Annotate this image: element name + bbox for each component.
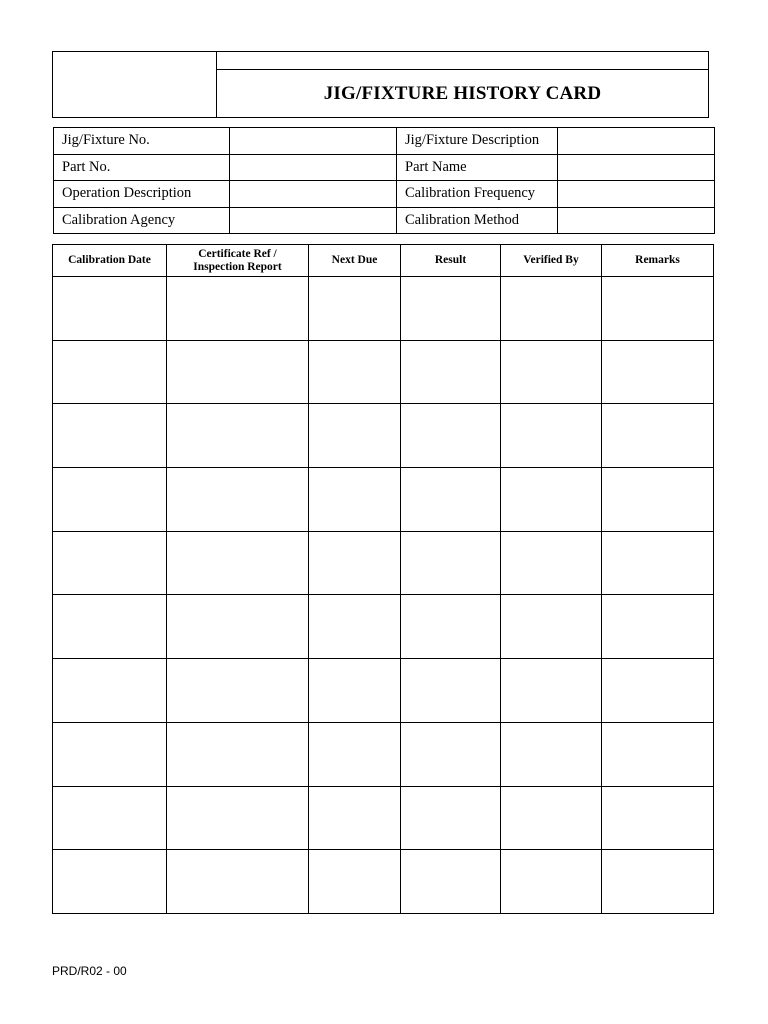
table-cell[interactable]	[309, 277, 401, 341]
table-cell[interactable]	[602, 595, 714, 659]
table-cell[interactable]	[53, 277, 167, 341]
table-cell[interactable]	[309, 404, 401, 468]
form-title: JIG/FIXTURE HISTORY CARD	[323, 82, 602, 104]
info-label: Part Name	[397, 154, 558, 181]
table-cell[interactable]	[401, 277, 501, 341]
info-label: Calibration Method	[397, 207, 558, 234]
table-cell[interactable]	[602, 786, 714, 850]
info-table-body	[54, 128, 715, 234]
column-header-line: Verified By	[523, 254, 579, 266]
form-code: PRD/R02 - 00	[52, 964, 127, 978]
table-cell[interactable]	[602, 659, 714, 723]
info-row	[54, 181, 715, 208]
column-header	[501, 245, 602, 277]
table-cell[interactable]	[401, 595, 501, 659]
table-cell[interactable]	[401, 340, 501, 404]
info-table	[53, 127, 715, 234]
table-cell[interactable]	[401, 659, 501, 723]
table-cell[interactable]	[309, 340, 401, 404]
table-cell[interactable]	[501, 850, 602, 914]
table-cell[interactable]	[501, 468, 602, 532]
table-cell[interactable]	[53, 659, 167, 723]
table-cell[interactable]	[401, 531, 501, 595]
table-cell[interactable]	[167, 340, 309, 404]
calibration-log-body	[53, 277, 714, 914]
table-cell[interactable]	[53, 786, 167, 850]
table-row	[53, 850, 714, 914]
column-header-line: Inspection Report	[193, 260, 282, 273]
table-cell[interactable]	[53, 404, 167, 468]
table-cell[interactable]	[602, 850, 714, 914]
table-cell[interactable]	[309, 786, 401, 850]
table-cell[interactable]	[53, 340, 167, 404]
table-cell[interactable]	[602, 340, 714, 404]
info-label: Calibration Agency	[54, 207, 230, 234]
header-top-strip	[217, 52, 708, 70]
table-cell[interactable]	[309, 531, 401, 595]
table-row	[53, 340, 714, 404]
table-cell[interactable]	[53, 850, 167, 914]
info-label: Jig/Fixture Description	[397, 128, 558, 155]
table-cell[interactable]	[167, 531, 309, 595]
table-cell[interactable]	[401, 468, 501, 532]
table-cell[interactable]	[309, 722, 401, 786]
info-row	[54, 128, 715, 155]
info-row	[54, 154, 715, 181]
info-value-field[interactable]	[558, 154, 715, 181]
table-cell[interactable]	[401, 722, 501, 786]
table-cell[interactable]	[309, 595, 401, 659]
calibration-log-table	[52, 244, 714, 914]
table-cell[interactable]	[501, 659, 602, 723]
table-cell[interactable]	[501, 722, 602, 786]
info-label: Operation Description	[54, 181, 230, 208]
info-label: Part No.	[54, 154, 230, 181]
column-header-line: Result	[434, 254, 467, 266]
table-row	[53, 277, 714, 341]
column-header	[53, 245, 167, 277]
table-cell[interactable]	[53, 531, 167, 595]
table-row	[53, 531, 714, 595]
table-cell[interactable]	[309, 659, 401, 723]
info-value-field[interactable]	[230, 128, 397, 155]
info-value-field[interactable]	[558, 207, 715, 234]
form-header	[52, 51, 709, 118]
column-header-line: Certificate Ref /	[198, 247, 277, 260]
info-value-field[interactable]	[558, 128, 715, 155]
table-row	[53, 404, 714, 468]
table-cell[interactable]	[167, 850, 309, 914]
table-cell[interactable]	[53, 722, 167, 786]
table-cell[interactable]	[167, 404, 309, 468]
column-header-line: Next Due	[331, 254, 378, 266]
info-row	[54, 207, 715, 234]
table-header-row	[53, 245, 714, 277]
table-cell[interactable]	[602, 722, 714, 786]
column-header	[167, 245, 309, 277]
table-cell[interactable]	[167, 595, 309, 659]
table-cell[interactable]	[602, 404, 714, 468]
info-value-field[interactable]	[230, 207, 397, 234]
table-cell[interactable]	[602, 468, 714, 532]
table-cell[interactable]	[167, 277, 309, 341]
table-row	[53, 659, 714, 723]
table-cell[interactable]	[401, 850, 501, 914]
info-label: Calibration Frequency	[397, 181, 558, 208]
table-cell[interactable]	[167, 722, 309, 786]
table-cell[interactable]	[309, 468, 401, 532]
table-cell[interactable]	[167, 468, 309, 532]
table-cell[interactable]	[401, 404, 501, 468]
table-cell[interactable]	[167, 786, 309, 850]
table-cell[interactable]	[501, 595, 602, 659]
column-header	[602, 245, 714, 277]
table-cell[interactable]	[501, 340, 602, 404]
table-cell[interactable]	[501, 277, 602, 341]
table-row	[53, 786, 714, 850]
table-cell[interactable]	[309, 850, 401, 914]
info-value-field[interactable]	[230, 154, 397, 181]
info-value-field[interactable]	[558, 181, 715, 208]
info-label: Jig/Fixture No.	[54, 128, 230, 155]
table-cell[interactable]	[501, 404, 602, 468]
table-cell[interactable]	[602, 531, 714, 595]
info-value-field[interactable]	[230, 181, 397, 208]
table-cell[interactable]	[501, 531, 602, 595]
table-cell[interactable]	[53, 595, 167, 659]
table-cell[interactable]	[401, 786, 501, 850]
table-row	[53, 468, 714, 532]
table-cell[interactable]	[167, 659, 309, 723]
table-cell[interactable]	[501, 786, 602, 850]
column-header-line: Calibration Date	[68, 254, 151, 266]
table-cell[interactable]	[602, 277, 714, 341]
column-header	[309, 245, 401, 277]
table-cell[interactable]	[53, 468, 167, 532]
table-row	[53, 722, 714, 786]
logo-cell	[53, 52, 217, 117]
column-header	[401, 245, 501, 277]
column-header-line: Remarks	[635, 254, 680, 266]
table-row	[53, 595, 714, 659]
